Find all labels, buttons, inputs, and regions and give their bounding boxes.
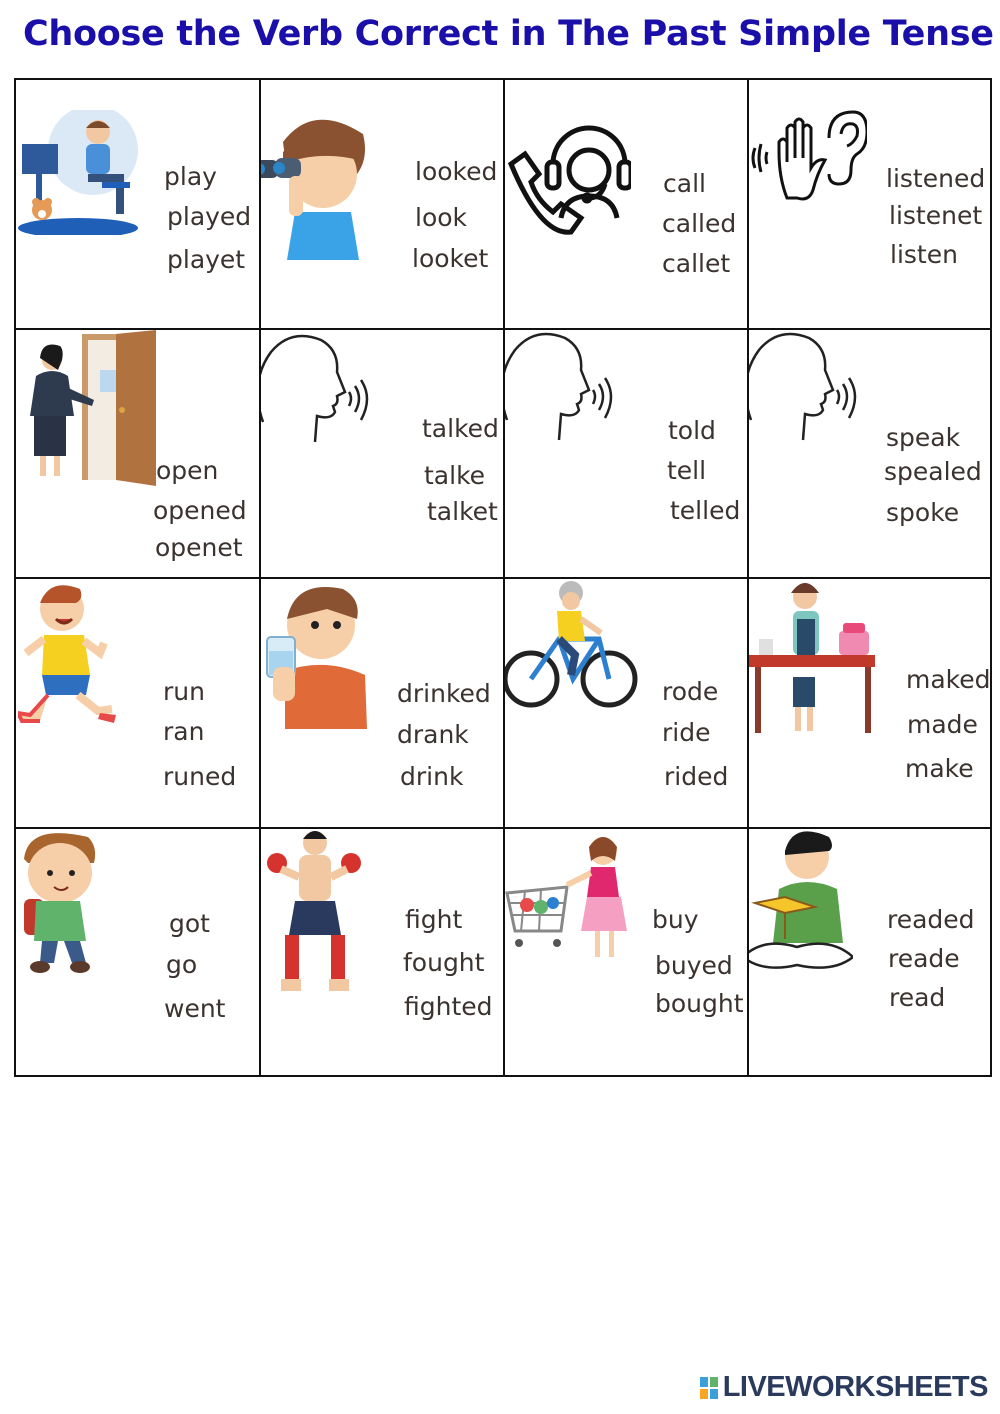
- verb-option[interactable]: open: [156, 456, 219, 485]
- verb-option[interactable]: speak: [886, 423, 961, 452]
- exercise-cell: [505, 579, 747, 827]
- exercise-cell: [505, 80, 747, 328]
- exercise-cell: [16, 579, 259, 827]
- verb-option[interactable]: buyed: [655, 951, 733, 980]
- verb-option[interactable]: told: [668, 416, 716, 445]
- ear-hand-icon: [749, 108, 867, 208]
- verb-option[interactable]: openet: [155, 533, 243, 562]
- verb-option[interactable]: made: [907, 710, 978, 739]
- exercise-cell: [505, 330, 747, 577]
- exercise-cell: [261, 330, 503, 577]
- drinking-boy-icon: [265, 581, 369, 731]
- liveworksheets-logo-icon: [700, 1377, 720, 1399]
- talking-head-icon: [505, 330, 619, 450]
- talking-head-icon: [749, 330, 863, 450]
- verb-option[interactable]: spoke: [886, 498, 960, 527]
- binoculars-boy-icon: [261, 112, 371, 260]
- verb-option[interactable]: listen: [890, 240, 958, 269]
- exercise-cell: [16, 80, 259, 328]
- cyclist-icon: [505, 579, 641, 709]
- boxer-icon: [263, 829, 367, 995]
- verb-option[interactable]: ran: [163, 717, 205, 746]
- verb-option[interactable]: rode: [662, 677, 719, 706]
- verb-option[interactable]: called: [662, 209, 737, 238]
- exercise-cell: [16, 829, 259, 1075]
- reading-boy-icon: [749, 831, 853, 975]
- exercise-cell: [749, 829, 992, 1075]
- exercise-cell: [261, 579, 503, 827]
- verb-option[interactable]: talke: [424, 461, 486, 490]
- worksheet-grid: [14, 78, 992, 1077]
- verb-option[interactable]: maked: [906, 665, 991, 694]
- verb-option[interactable]: ride: [662, 718, 711, 747]
- page-title: Choose the Verb Correct in The Past Simple Tense: [23, 14, 994, 54]
- verb-option[interactable]: go: [166, 950, 198, 979]
- verb-option[interactable]: make: [905, 754, 974, 783]
- verb-option[interactable]: looked: [415, 157, 498, 186]
- brand-name: LIVEWORKSHEETS: [722, 1371, 988, 1403]
- schoolboy-icon: [20, 829, 100, 975]
- phone-headset-icon: [505, 114, 631, 244]
- verb-option[interactable]: fought: [403, 948, 485, 977]
- verb-option[interactable]: reade: [888, 944, 960, 973]
- verb-option[interactable]: buy: [652, 905, 699, 934]
- shopping-girl-icon: [505, 833, 635, 963]
- verb-option[interactable]: call: [663, 169, 706, 198]
- baking-woman-icon: [749, 579, 881, 735]
- verb-option[interactable]: went: [164, 994, 226, 1023]
- verb-option[interactable]: drink: [400, 762, 464, 791]
- verb-option[interactable]: run: [163, 677, 205, 706]
- footer-brand: [700, 1371, 988, 1404]
- verb-option[interactable]: tell: [667, 456, 707, 485]
- verb-option[interactable]: bought: [655, 989, 744, 1018]
- verb-option[interactable]: read: [889, 983, 946, 1012]
- verb-option[interactable]: telled: [670, 496, 741, 525]
- gamer-boy-icon: [18, 110, 138, 235]
- verb-option[interactable]: fight: [405, 905, 463, 934]
- verb-option[interactable]: rided: [664, 762, 729, 791]
- talking-head-icon: [261, 332, 375, 452]
- verb-option[interactable]: runed: [163, 762, 237, 791]
- exercise-cell: [261, 80, 503, 328]
- verb-option[interactable]: fighted: [404, 992, 493, 1021]
- verb-option[interactable]: talket: [427, 497, 498, 526]
- verb-option[interactable]: drank: [397, 720, 469, 749]
- verb-option[interactable]: opened: [153, 496, 247, 525]
- verb-option[interactable]: talked: [422, 414, 499, 443]
- verb-option[interactable]: look: [415, 203, 468, 232]
- verb-option[interactable]: play: [164, 162, 217, 191]
- verb-option[interactable]: looket: [412, 244, 489, 273]
- verb-option[interactable]: listenet: [889, 201, 983, 230]
- verb-option[interactable]: spealed: [884, 457, 982, 486]
- exercise-cell: [749, 330, 992, 577]
- verb-option[interactable]: readed: [887, 905, 975, 934]
- exercise-cell: [749, 579, 992, 827]
- verb-option[interactable]: got: [169, 909, 210, 938]
- exercise-cell: [16, 330, 259, 577]
- verb-option[interactable]: playet: [167, 245, 246, 274]
- door-woman-icon: [30, 330, 158, 486]
- verb-option[interactable]: drinked: [397, 679, 491, 708]
- verb-option[interactable]: played: [167, 202, 252, 231]
- running-boy-icon: [18, 579, 128, 729]
- verb-option[interactable]: callet: [662, 249, 731, 278]
- exercise-cell: [261, 829, 503, 1075]
- verb-option[interactable]: listened: [886, 164, 986, 193]
- exercise-cell: [749, 80, 992, 328]
- exercise-cell: [505, 829, 747, 1075]
